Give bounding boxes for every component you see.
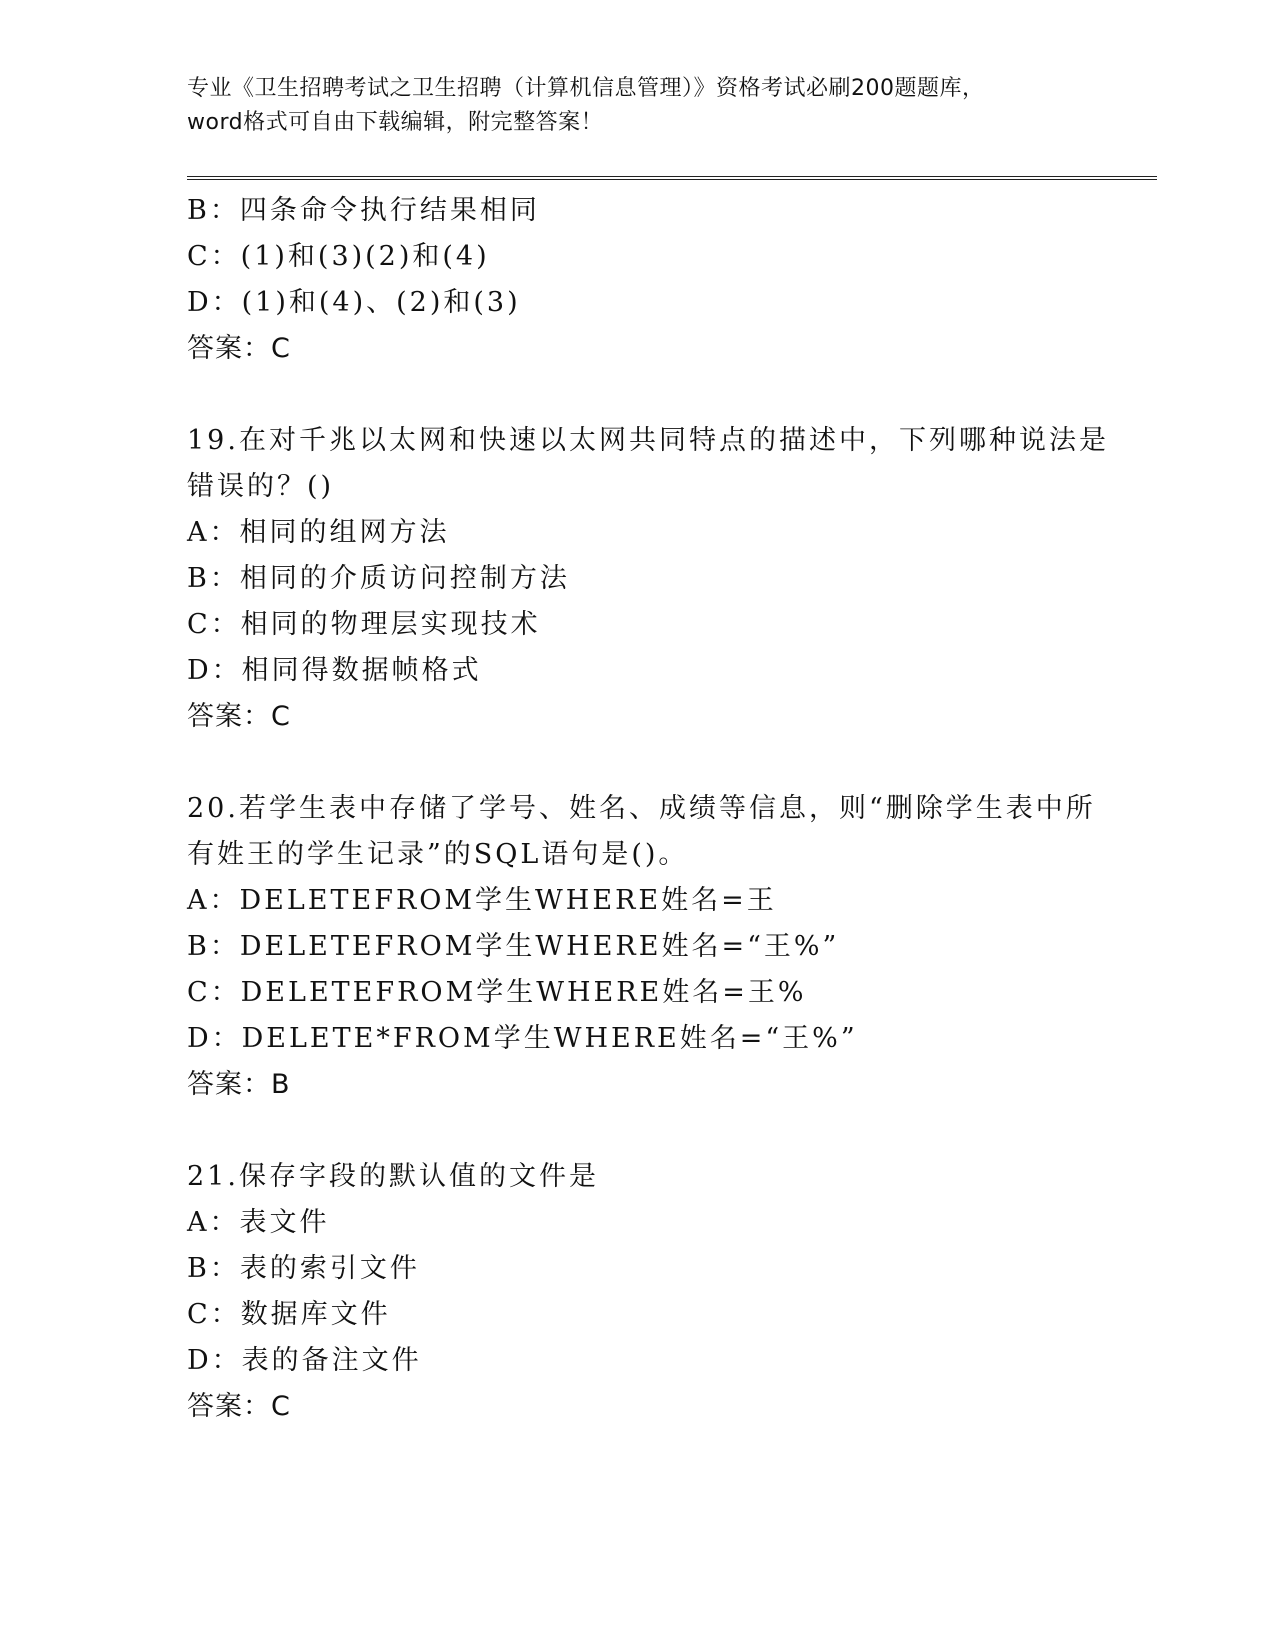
question-block-20 [187,786,1096,1108]
option-a: A：表文件 [187,1207,330,1238]
question-stem-line: 有姓王的学生记录”的SQL语句是()。 [187,839,689,870]
option-d: D：相同得数据帧格式 [187,655,482,686]
option-d: D：DELETE*FROM学生WHERE姓名=“王%” [187,1023,858,1054]
question-stem-line: 20.若学生表中存储了学号、姓名、成绩等信息，则“删除学生表中所 [187,793,1096,824]
question-stem-line: 19.在对千兆以太网和快速以太网共同特点的描述中，下列哪种说法是 [187,425,1109,456]
option-b: B：DELETEFROM学生WHERE姓名=“王%” [187,931,840,962]
document-header [187,72,1087,140]
answer-line: 答案：B [187,1069,291,1100]
option-b: B：四条命令执行结果相同 [187,195,540,226]
option-c: C：(1)和(3)(2)和(4) [187,241,490,272]
option-d: D：(1)和(4)、(2)和(3) [187,287,521,318]
document-body [187,188,1109,1430]
option-c: C：相同的物理层实现技术 [187,609,541,640]
answer-line: 答案：C [187,1391,291,1422]
question-block-prev [187,188,1087,372]
option-b: B：相同的介质访问控制方法 [187,563,570,594]
answer-line: 答案：C [187,701,291,732]
option-a: A：DELETEFROM学生WHERE姓名=王 [187,885,777,916]
answer-line: 答案：C [187,333,291,364]
question-block-21 [187,1154,1087,1430]
header-line-2: word格式可自由下载编辑，附完整答案！ [187,110,604,135]
header-line-1: 专业《卫生招聘考试之卫生招聘（计算机信息管理）》资格考试必刷200题题库， [187,76,985,101]
option-c: C：DELETEFROM学生WHERE姓名=王% [187,977,807,1008]
question-stem-line: 21.保存字段的默认值的文件是 [187,1161,599,1192]
option-a: A：相同的组网方法 [187,517,450,548]
question-block-19 [187,418,1109,740]
option-c: C：数据库文件 [187,1299,391,1330]
question-stem-line: 错误的？() [187,471,335,502]
header-divider [187,176,1157,180]
option-b: B：表的索引文件 [187,1253,420,1284]
option-d: D：表的备注文件 [187,1345,422,1376]
